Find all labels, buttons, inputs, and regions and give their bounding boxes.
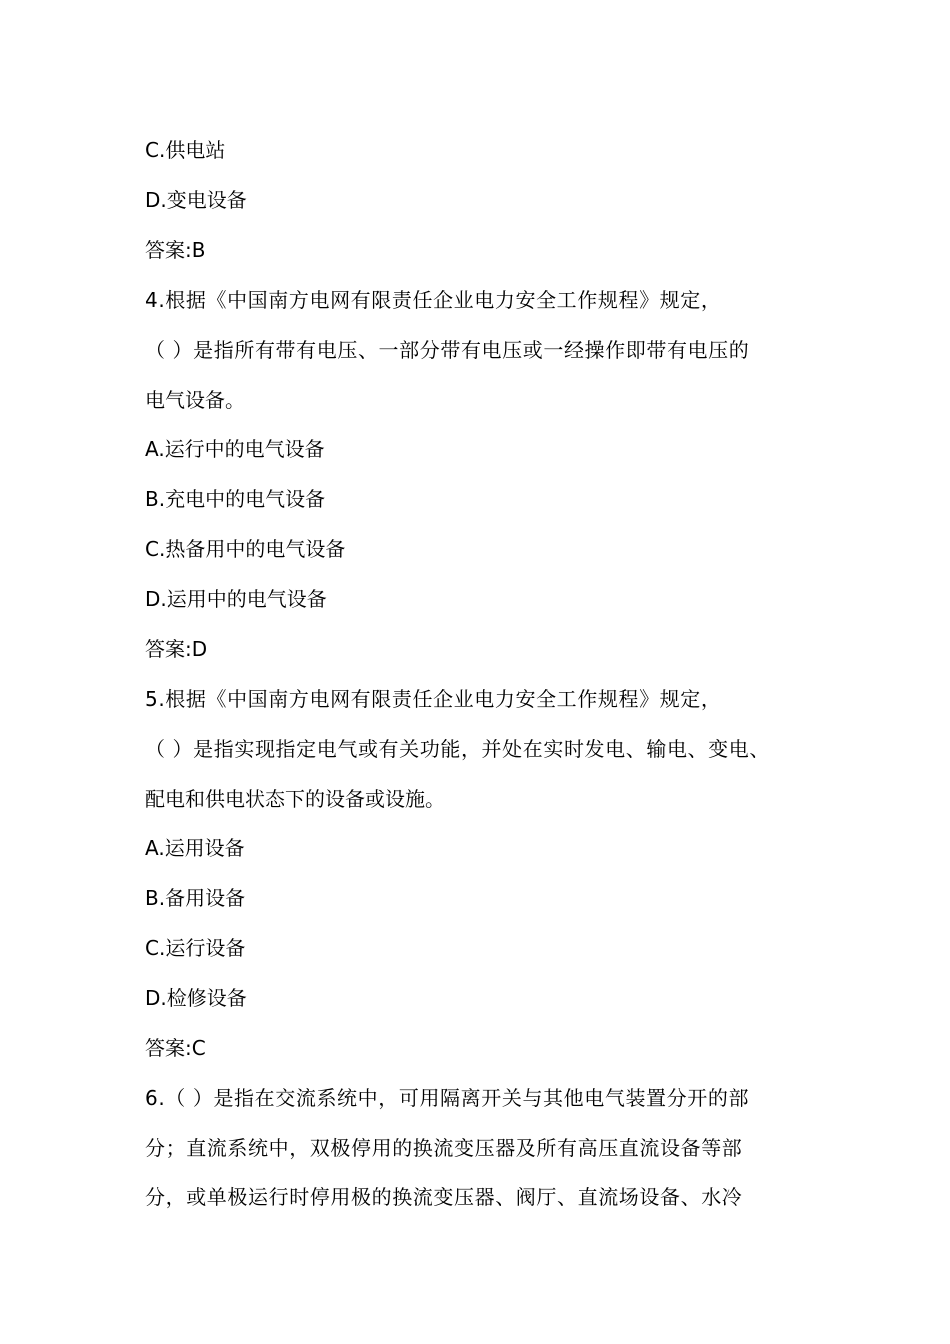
question-4-line-3: 电气设备。 (145, 388, 245, 412)
question-4-line-1: 4.根据《中国南方电网有限责任企业电力安全工作规程》规定， (145, 288, 722, 312)
option-d-q5: D.检修设备 (145, 986, 247, 1010)
option-c-q3: C.供电站 (145, 138, 226, 162)
option-a-q5: A.运用设备 (145, 836, 245, 860)
answer-q5: 答案:C (145, 1036, 206, 1060)
option-a-q4: A.运行中的电气设备 (145, 437, 325, 461)
answer-q4: 答案:D (145, 637, 208, 661)
question-5-line-1: 5.根据《中国南方电网有限责任企业电力安全工作规程》规定， (145, 687, 722, 711)
option-b-q5: B.备用设备 (145, 886, 246, 910)
question-5-line-3: 配电和供电状态下的设备或设施。 (145, 787, 445, 811)
question-6-line-3: 分，或单极运行时停用极的换流变压器、阀厅、直流场设备、水冷 (145, 1185, 743, 1209)
question-4-line-2: （ ）是指所有带有电压、一部分带有电压或一经操作即带有电压的 (145, 338, 750, 362)
question-5-line-2: （ ）是指实现指定电气或有关功能，并处在实时发电、输电、变电、 (145, 737, 770, 761)
answer-q3: 答案:B (145, 238, 206, 262)
question-6-line-1: 6.（ ）是指在交流系统中，可用隔离开关与其他电气装置分开的部 (145, 1086, 750, 1110)
option-d-q3: D.变电设备 (145, 188, 247, 212)
question-6-line-2: 分；直流系统中，双极停用的换流变压器及所有高压直流设备等部 (145, 1136, 743, 1160)
option-d-q4: D.运用中的电气设备 (145, 587, 327, 611)
option-c-q5: C.运行设备 (145, 936, 246, 960)
option-c-q4: C.热备用中的电气设备 (145, 537, 346, 561)
option-b-q4: B.充电中的电气设备 (145, 487, 326, 511)
